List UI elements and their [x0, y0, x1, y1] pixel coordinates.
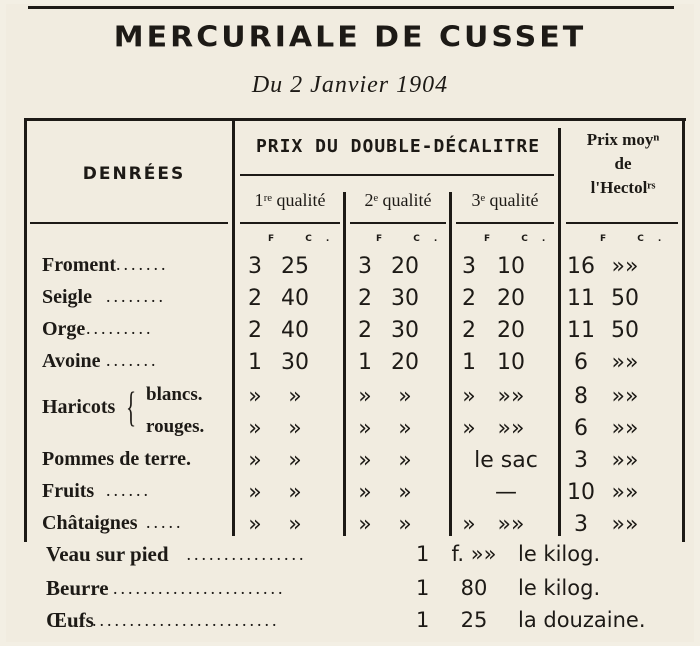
price-centimes: »»: [611, 416, 639, 441]
table-top-rule: [24, 118, 686, 121]
price-francs: 6: [574, 350, 588, 375]
bottom-dots: ................: [186, 544, 307, 564]
bottom-quantity: 1: [416, 608, 430, 632]
bottom-label: Veau sur pied: [46, 542, 169, 566]
bottom-price: f. »»: [451, 542, 497, 566]
price-centimes: »: [288, 480, 302, 505]
price-centimes: 40: [281, 286, 309, 311]
price-francs: »: [462, 512, 476, 537]
price-centimes: »: [398, 480, 412, 505]
leader-dots: .......: [106, 350, 159, 370]
price-francs: 3: [574, 512, 588, 537]
units-moyen: F C.: [600, 234, 676, 244]
leader-dots: .......: [116, 254, 169, 274]
bottom-quantity: 1: [416, 576, 430, 600]
quality-1-header: 1ʳᵉ qualité: [254, 190, 326, 210]
price-francs: 2: [358, 318, 372, 343]
price-centimes: »»: [611, 448, 639, 473]
price-francs: »: [358, 416, 372, 441]
price-francs: »: [248, 448, 262, 473]
price-francs: »: [248, 512, 262, 537]
haricots-label: Haricots: [42, 396, 116, 418]
price-francs: 11: [567, 286, 595, 311]
q3-text: le sac: [474, 448, 538, 473]
price-francs: »: [248, 480, 262, 505]
price-centimes: 25: [281, 254, 309, 279]
price-centimes: »»: [497, 384, 525, 409]
date-subtitle: Du 2 Janvier 1904: [251, 72, 449, 98]
denrees-header: DENRÉES: [82, 164, 186, 184]
price-francs: »: [462, 384, 476, 409]
leader-dots: ........: [106, 286, 166, 306]
bottom-quantity: 1: [416, 542, 430, 566]
price-francs: »: [462, 416, 476, 441]
price-centimes: 20: [497, 286, 525, 311]
price-francs: 1: [248, 350, 262, 375]
prix-moyen-header-1: Prix moyⁿ: [586, 130, 660, 149]
units-q1: F C.: [268, 234, 344, 244]
price-francs: »: [358, 384, 372, 409]
bottom-dots: .........................: [92, 610, 280, 630]
price-centimes: »»: [497, 512, 525, 537]
mercuriale-page: [6, 4, 694, 642]
leader-dots: .........: [86, 318, 154, 338]
price-francs: 2: [248, 318, 262, 343]
units-q3: F C.: [484, 234, 560, 244]
price-francs: »: [248, 416, 262, 441]
haricots-brace: {: [126, 385, 137, 431]
bottom-label: Beurre: [46, 576, 109, 600]
leader-dots: ......: [106, 480, 151, 500]
bottom-unit: le kilog.: [518, 542, 601, 566]
price-centimes: 20: [391, 350, 419, 375]
price-francs: »: [248, 384, 262, 409]
price-francs: »: [358, 480, 372, 505]
prix-underline: [240, 174, 554, 176]
bottom-unit: la douzaine.: [518, 608, 646, 632]
product-name: blancs.: [146, 384, 203, 405]
product-name: Avoine: [42, 350, 101, 372]
price-centimes: »: [288, 416, 302, 441]
price-centimes: 10: [497, 254, 525, 279]
product-name: Froment: [42, 254, 117, 276]
price-centimes: 50: [611, 286, 639, 311]
price-francs: 2: [358, 286, 372, 311]
price-centimes: 30: [391, 286, 419, 311]
price-centimes: »: [398, 512, 412, 537]
bottom-unit: le kilog.: [518, 576, 601, 600]
price-centimes: »: [288, 384, 302, 409]
bottom-dots: .......................: [113, 578, 286, 598]
price-centimes: »»: [611, 480, 639, 505]
price-francs: »: [358, 512, 372, 537]
prix-moyen-header-3: l'Hectolʳˢ: [590, 178, 656, 197]
quality-3-header: 3ᵉ qualité: [471, 190, 539, 210]
top-rule: [28, 6, 674, 9]
product-name: Châtaignes: [42, 512, 138, 534]
price-centimes: 30: [281, 350, 309, 375]
price-francs: 8: [574, 384, 588, 409]
price-centimes: 30: [391, 318, 419, 343]
q3-text: —: [495, 480, 517, 505]
price-centimes: »: [288, 512, 302, 537]
quality-2-header: 2ᵉ qualité: [364, 190, 432, 210]
price-centimes: 20: [391, 254, 419, 279]
price-francs: 2: [248, 286, 262, 311]
denrees-underline: [30, 222, 228, 224]
bottom-label: Œufs: [46, 608, 94, 632]
price-centimes: »: [398, 448, 412, 473]
price-francs: 2: [462, 318, 476, 343]
product-name: rouges.: [146, 416, 205, 437]
prix-moyen-header-2: de: [614, 154, 632, 173]
price-centimes: »: [398, 384, 412, 409]
price-francs: 2: [462, 286, 476, 311]
price-francs: 3: [358, 254, 372, 279]
page-title: MERCURIALE DE CUSSET: [113, 20, 587, 55]
price-francs: »: [358, 448, 372, 473]
price-centimes: »»: [611, 384, 639, 409]
q1-underline: [240, 222, 340, 224]
price-francs: 3: [574, 448, 588, 473]
price-centimes: 50: [611, 318, 639, 343]
price-centimes: »»: [611, 350, 639, 375]
product-name: Orge: [42, 318, 86, 340]
product-name: Pommes de terre.: [42, 448, 192, 470]
bottom-price: 80: [460, 576, 488, 600]
col-divider-4: [558, 128, 561, 536]
price-centimes: 20: [497, 318, 525, 343]
price-francs: 1: [358, 350, 372, 375]
table-right-border: [682, 118, 685, 542]
price-francs: 3: [248, 254, 262, 279]
units-q2: F C.: [376, 234, 452, 244]
price-francs: 10: [567, 480, 595, 505]
product-name: Seigle: [42, 286, 92, 308]
price-centimes: »: [288, 448, 302, 473]
table-left-border: [24, 118, 27, 542]
leader-dots: .....: [146, 512, 184, 532]
price-francs: 16: [567, 254, 595, 279]
bottom-price: 25: [460, 608, 488, 632]
price-centimes: »»: [611, 254, 639, 279]
price-centimes: »: [398, 416, 412, 441]
product-name: Fruits: [42, 480, 95, 502]
price-francs: 11: [567, 318, 595, 343]
price-francs: 6: [574, 416, 588, 441]
price-centimes: 40: [281, 318, 309, 343]
moyen-underline: [566, 222, 678, 224]
price-centimes: »»: [611, 512, 639, 537]
q3-underline: [456, 222, 554, 224]
price-centimes: »»: [497, 416, 525, 441]
price-francs: 3: [462, 254, 476, 279]
price-francs: 1: [462, 350, 476, 375]
price-centimes: 10: [497, 350, 525, 375]
prix-double-header: PRIX DU DOUBLE-DÉCALITRE: [255, 136, 541, 157]
q2-underline: [350, 222, 446, 224]
